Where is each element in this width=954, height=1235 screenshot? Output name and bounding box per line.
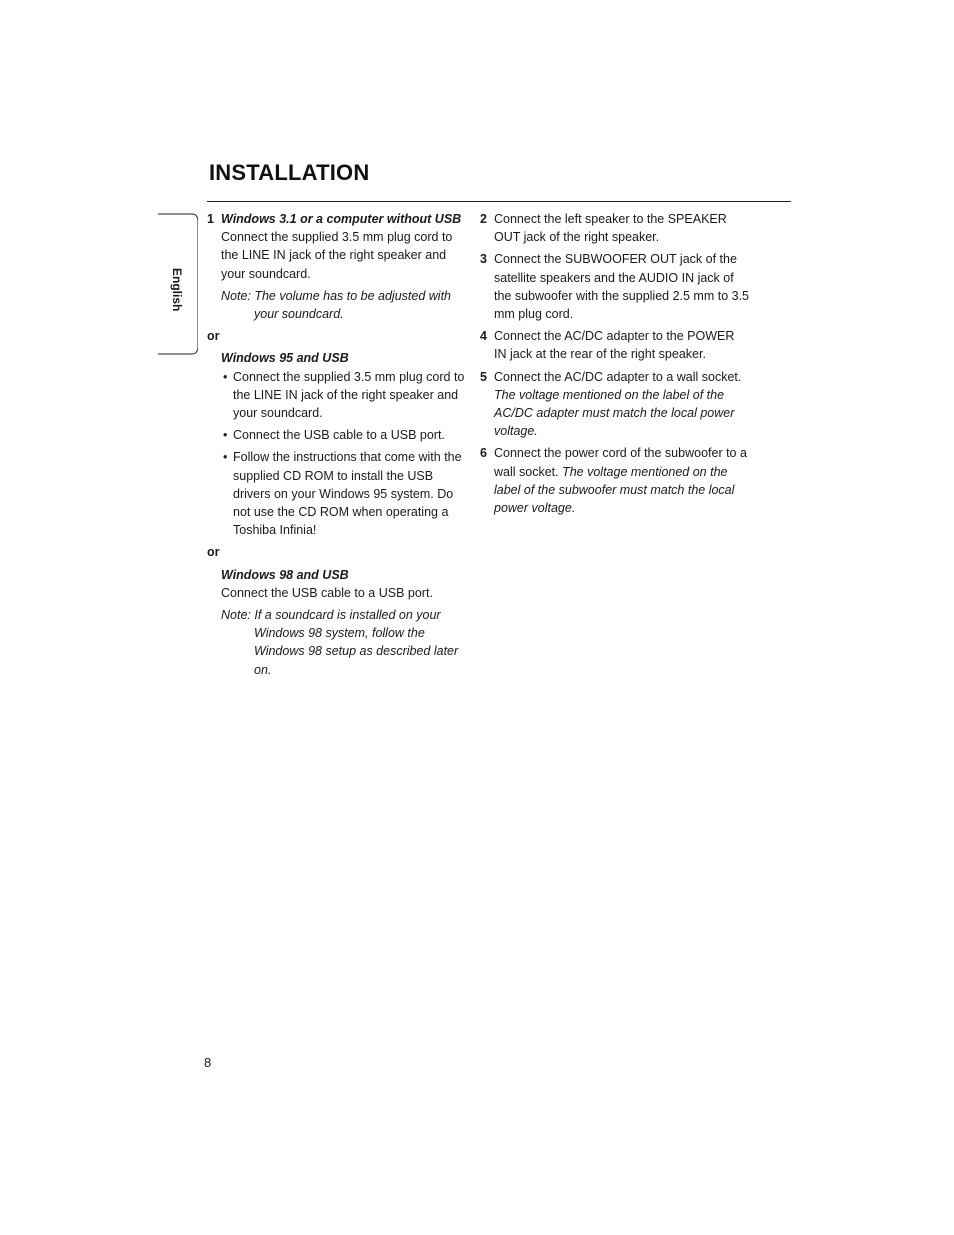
step-text: Connect the supplied 3.5 mm plug cord to the LINE IN jack of the right speaker and your soundcard. (221, 230, 453, 281)
step-heading: Windows 3.1 or a computer without USB (221, 212, 462, 226)
list-item: • Follow the instructions that come with the supplied CD ROM to install the USB drivers on your Windows 95 system. Do not use the CD ROM when operating a Toshiba Infinia! (223, 450, 462, 538)
bullet-icon: • (223, 428, 228, 443)
win95-bullet-list (207, 368, 472, 540)
bullet-icon: • (223, 369, 228, 384)
left-column (207, 210, 472, 679)
step-number: 1 (207, 212, 214, 226)
step-number: 4 (480, 329, 487, 344)
step-5 (480, 368, 750, 441)
win98-heading: Windows 98 and USB (221, 567, 349, 582)
or-separator: or (207, 329, 220, 344)
step-3 (480, 250, 750, 323)
win95-heading: Windows 95 and USB (221, 351, 349, 366)
title-divider (207, 201, 791, 202)
page-number: 8 (204, 1055, 212, 1070)
step-6 (480, 444, 750, 517)
step-number: 3 (480, 252, 487, 267)
step-number: 5 (480, 369, 487, 384)
list-item: • Connect the supplied 3.5 mm plug cord to the LINE IN jack of the right speaker and your soundcard. (223, 369, 465, 421)
step-note: Note: The volume has to be adjusted with your soundcard. (221, 288, 451, 322)
step-2 (480, 210, 750, 246)
step-warning: The voltage mentioned on the label of the AC/DC adapter must match the local power voltage. (494, 387, 735, 439)
win98-note: Note: If a soundcard is installed on your Windows 98 system, follow the Windows 98 setup as described later on. (221, 608, 459, 677)
step-warning: The voltage mentioned on the label of the subwoofer must match the local power voltage. (494, 464, 735, 516)
step-text: Connect the AC/DC adapter to a wall socket. (494, 369, 742, 384)
step-number: 6 (480, 446, 487, 461)
step-1 (207, 210, 472, 323)
page-title: INSTALLATION (209, 160, 370, 185)
win98-text: Connect the USB cable to a USB port. (221, 585, 433, 600)
step-text: Connect the SUBWOOFER OUT jack of the satellite speakers and the AUDIO IN jack of the subwoofer with the supplied 2.5 mm to 3.5 mm plug cord. (494, 252, 750, 322)
right-column (480, 210, 750, 521)
list-item: • Connect the USB cable to a USB port. (221, 426, 472, 444)
language-tab-label: English (170, 268, 184, 312)
step-4 (480, 327, 750, 363)
win98-note-wrapper (207, 606, 472, 679)
bullet-icon: • (223, 450, 228, 465)
step-text: Connect the AC/DC adapter to the POWER IN jack at the rear of the right speaker. (494, 329, 735, 362)
step-text: Connect the left speaker to the SPEAKER OUT jack of the right speaker. (494, 212, 727, 245)
or-separator: or (207, 545, 220, 560)
step-number: 2 (480, 212, 487, 226)
step-text: Connect the power cord of the subwoofer to a wall socket. (494, 446, 747, 479)
